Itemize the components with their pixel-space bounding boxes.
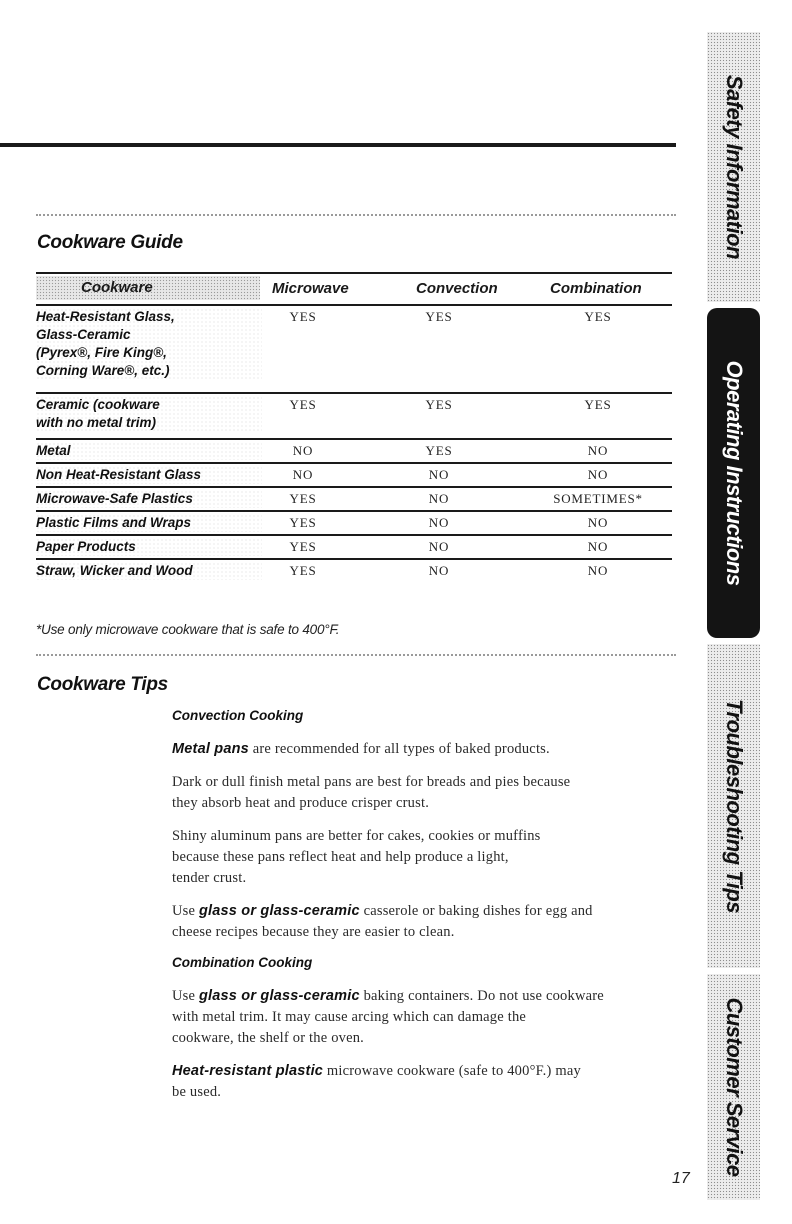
microwave-value: YES bbox=[289, 397, 317, 412]
table-header bbox=[36, 272, 672, 306]
header-cookware: Cookware bbox=[36, 276, 260, 300]
microwave-value: YES bbox=[289, 563, 317, 578]
microwave-value: NO bbox=[292, 443, 314, 458]
combination-value: NO bbox=[587, 563, 609, 578]
table-row bbox=[36, 536, 672, 560]
cookware-tips-body bbox=[172, 708, 682, 1115]
convection-value: NO bbox=[428, 515, 450, 530]
microwave-value: YES bbox=[289, 515, 317, 530]
table-row bbox=[36, 394, 672, 440]
tab-label: Troubleshooting Tips bbox=[721, 698, 747, 914]
tip-paragraph: Shiny aluminum pans are better for cakes, cookies or muffins because these pans reflect heat and help produce a light, tender crust. bbox=[172, 828, 541, 886]
tab-safety-information[interactable] bbox=[707, 32, 760, 302]
section-tabs bbox=[707, 32, 760, 1200]
tab-label: Customer Service bbox=[721, 997, 747, 1177]
cookware-guide-table bbox=[36, 272, 672, 582]
combination-value: NO bbox=[587, 515, 609, 530]
cookware-item: Straw, Wicker and Wood bbox=[36, 562, 262, 580]
cookware-item: Paper Products bbox=[36, 538, 262, 556]
tip-paragraph: Heat-resistant plastic microwave cookware (safe to 400°F.) may be used. bbox=[172, 1063, 581, 1100]
combination-value: NO bbox=[587, 539, 609, 554]
combination-cooking-heading: Combination Cooking bbox=[172, 955, 313, 970]
tip-paragraph: Use glass or glass-ceramic baking containers. Do not use cookware with metal trim. It may cause arcing which can damage the cookware, the shelf or the oven. bbox=[172, 988, 604, 1046]
table-row bbox=[36, 440, 672, 464]
tip-paragraph: Metal pans are recommended for all types of baked products. bbox=[172, 741, 550, 757]
combination-value: YES bbox=[584, 309, 612, 324]
tab-label: Safety Information bbox=[721, 74, 747, 260]
microwave-value: NO bbox=[292, 467, 314, 482]
microwave-value: YES bbox=[289, 491, 317, 506]
combination-value: NO bbox=[587, 467, 609, 482]
cookware-item: Ceramic (cookware with no metal trim) bbox=[36, 396, 262, 432]
combination-value: NO bbox=[587, 443, 609, 458]
tab-operating-instructions[interactable] bbox=[707, 308, 760, 638]
page-number: 17 bbox=[672, 1170, 690, 1187]
microwave-value: YES bbox=[289, 539, 317, 554]
combination-value: YES bbox=[584, 397, 612, 412]
header-microwave: Microwave bbox=[272, 280, 349, 297]
convection-cooking-heading: Convection Cooking bbox=[172, 708, 304, 723]
convection-value: NO bbox=[428, 563, 450, 578]
header-combination: Combination bbox=[550, 280, 642, 297]
convection-value: YES bbox=[425, 309, 453, 324]
dotted-divider bbox=[36, 654, 676, 656]
convection-value: YES bbox=[425, 443, 453, 458]
dotted-divider bbox=[36, 214, 676, 216]
table-row bbox=[36, 488, 672, 512]
tab-label: Operating Instructions bbox=[721, 360, 747, 586]
cookware-item: Heat-Resistant Glass, Glass-Ceramic (Pyrex®, Fire King®, Corning Ware®, etc.) bbox=[36, 308, 262, 380]
microwave-value: YES bbox=[289, 309, 317, 324]
convection-value: YES bbox=[425, 397, 453, 412]
tab-troubleshooting-tips[interactable] bbox=[707, 644, 760, 968]
cookware-guide-heading: Cookware Guide bbox=[37, 232, 183, 253]
cookware-tips-heading: Cookware Tips bbox=[37, 674, 168, 695]
header-convection: Convection bbox=[416, 280, 498, 297]
tab-customer-service[interactable] bbox=[707, 974, 760, 1200]
table-row bbox=[36, 512, 672, 536]
convection-value: NO bbox=[428, 539, 450, 554]
tip-paragraph: Dark or dull finish metal pans are best for breads and pies because they absorb heat and produce crisper crust. bbox=[172, 774, 571, 811]
convection-value: NO bbox=[428, 491, 450, 506]
top-rule bbox=[0, 143, 676, 147]
cookware-item: Plastic Films and Wraps bbox=[36, 514, 262, 532]
table-row bbox=[36, 560, 672, 582]
cookware-item: Microwave-Safe Plastics bbox=[36, 490, 262, 508]
tip-paragraph: Use glass or glass-ceramic casserole or baking dishes for egg and cheese recipes because they are easier to clean. bbox=[172, 903, 593, 940]
combination-value: SOMETIMES* bbox=[553, 491, 643, 506]
table-row bbox=[36, 464, 672, 488]
convection-value: NO bbox=[428, 467, 450, 482]
table-footnote: *Use only microwave cookware that is safe to 400°F. bbox=[36, 622, 340, 637]
table-row bbox=[36, 306, 672, 394]
cookware-item: Non Heat-Resistant Glass bbox=[36, 466, 262, 484]
cookware-item: Metal bbox=[36, 442, 262, 460]
